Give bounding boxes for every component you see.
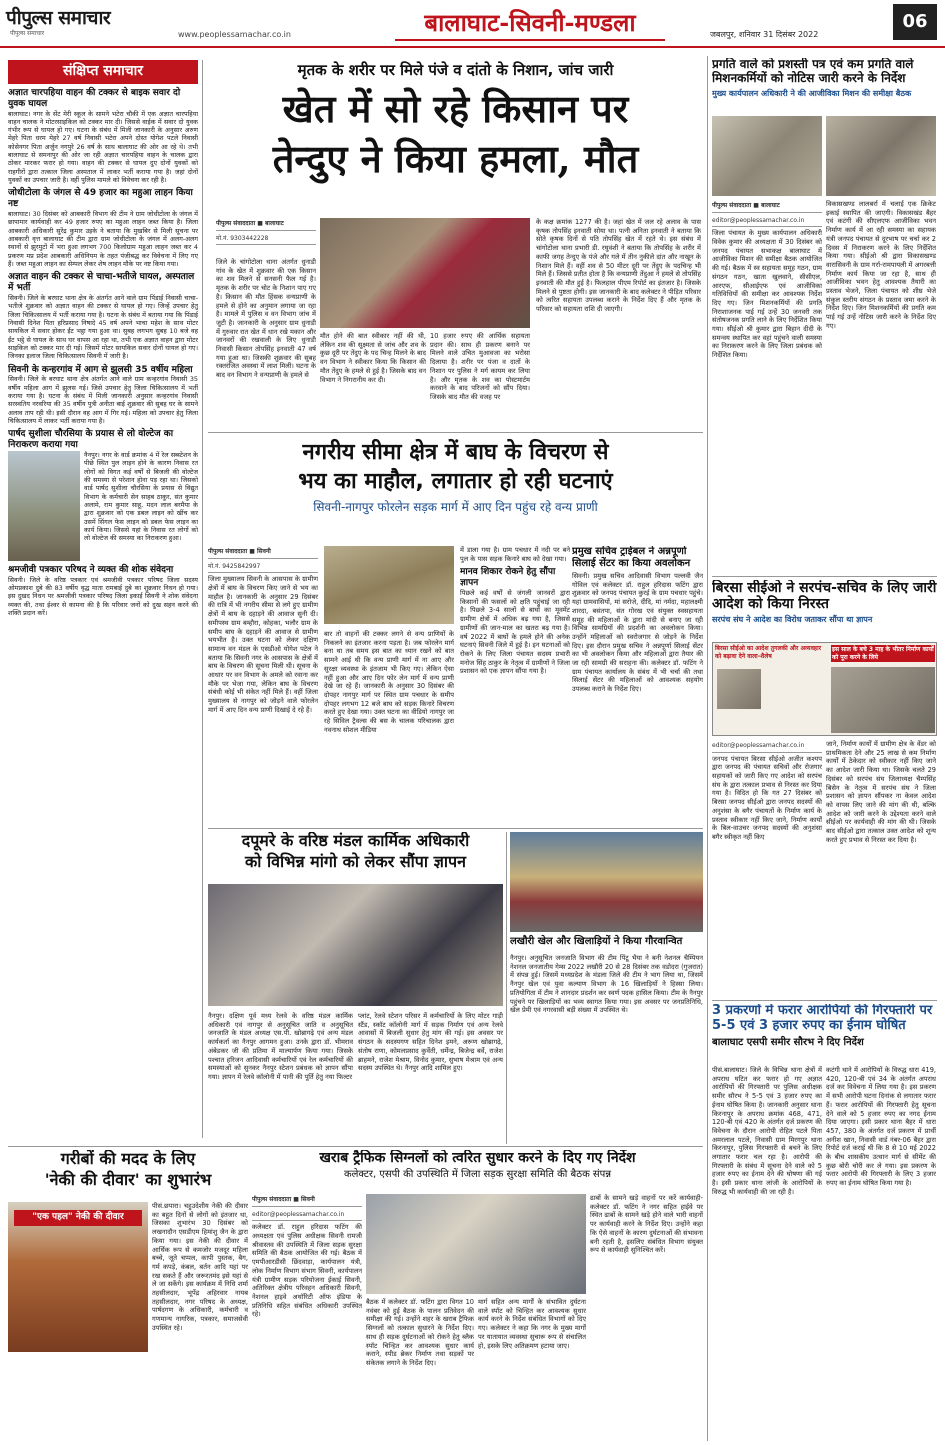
logo-tagline: पीपुल्स समाचार	[10, 30, 45, 37]
traffic-subhead: कलेक्टर, एसपी की उपस्थिति में जिला सड़क सुरक्षा समिति की बैठक संपन्न	[343, 1169, 612, 1181]
traffic-signal-story	[252, 1150, 703, 1441]
brief-title: जोधीटोला के जंगल से 49 हजार का महुआ लाहन किया नष्ट	[8, 188, 193, 210]
mission-review-story	[712, 58, 937, 568]
brief-title: श्रमजीवी पत्रकार परिषद ने व्यक्त की शोक संवेदना	[8, 564, 174, 575]
team-photo	[510, 832, 703, 932]
sidebar-heading: संक्षिप्त समाचार	[8, 60, 198, 84]
lead-byline: पीपुल्स संवाददाता ■ बालाघाट	[216, 218, 316, 231]
mission-headline: प्रगति वाले को प्रशस्ती पत्र एवं कम प्रगति वाले मिशनकर्मियों को नोटिस जारी करने के निर्देश	[712, 58, 914, 85]
meeting-photo-2	[826, 116, 936, 196]
section-divider	[8, 1146, 703, 1147]
lead-story	[208, 58, 703, 430]
mission-col: जिला पंचायत के मुख्य कार्यपालन अधिकारी विवेक कुमार की अध्यक्षता में 30 दिसंबर को जनपद पंचायत सभाकक्ष बालाघाट में आजीविका मिशन की समीक्षा बैठक आयोजित की गई। बैठक में स्व सहायता समूह गठन, ग्राम संगठन गठन, खाता खुलवाने, सीसीएल, आरएफ, सीआईएफ एवं आजीविका गतिविधियों की समीक्षा कर आवश्यक निर्देश दिए गए। जिन मिशनकर्मियों की प्रगति निराशाजनक पाई गई उन्हें 30 जनवरी तक संतोषजनक प्रगति लाने के लिए निर्देशित किया गया। सीईओ श्री कुमार द्वारा बिहान दीदी के समन्वय स्थापित कर वहां पहुंचने वाली समस्या का निराकरण करने के लिए जिला प्रबंधक को निर्देशित किया।	[712, 229, 822, 360]
railway-memo-story	[208, 832, 503, 1144]
clipping-headline-left: बिरसा सीईओ का आदेश तुगलकी और अव्यवहार को बढ़ावा देने वाला-शैलेष	[715, 645, 822, 660]
masthead	[0, 0, 945, 48]
kindness-wall-story	[8, 1150, 248, 1441]
brief-body: सिवनी। जिले के वरिष्ठ पत्रकार एवं श्रमजीवी पत्रकार परिषद जिला सदस्य ओमप्रकाश दुबे की 83 वर्षीय वृद्ध माता रामबाई दुबे का शुक्रवार निधन हो गया। इस दुखद निधन पर श्रमजीवी पत्रकार परिषद जिला इकाई सिवनी ने शोक संवेदना व्यक्त की, तथा ईश्वर से कामना की है कि परिवार जनों को दुख सहन करने की शक्ति प्रदान करें।	[8, 575, 198, 618]
mission-subhead: मुख्य कार्यपालन अधिकारी ने की आजीविका मिशन की समीक्षा बैठक	[712, 88, 912, 98]
bisra-subhead: सरपंच संघ ने आदेश का विरोध जताकर सौंपा था ज्ञापन	[712, 615, 873, 625]
reward-headline: 3 प्रकरणों में फरार आरोपियों की गिरफ्तारी पर 5-5 एवं 3 हजार रुपए का ईनाम घोषित	[712, 1004, 933, 1033]
victim-photo	[320, 218, 530, 328]
section-divider	[208, 828, 703, 829]
mission-email: editor@peoplessamachar.co.in	[712, 215, 822, 228]
reward-subhead: बालाघाट एसपी समीर सौरभ ने दिए निर्देश	[712, 1036, 864, 1048]
clipping-photo	[831, 667, 935, 733]
sports-body: नैनपुर। अनुसूचित जनजाति विभाग की टीम पिंटू भैया ने बनी नेशनल चैम्पियन नेशनल जनजातीय गेम्स 2022 लखौरी 20 से 28 दिसंबर तक वडोदरा (गुजरात) में संपन्न हुई। जिसमें मध्यप्रदेश के मंडला जिले की टीम ने भाग लिया था, जिसमें नैनपुर खेल एवं युवा कल्याण विभाग के 16 खिलाड़ियों ने हिस्सा लिया। प्रतियोगिता में टीम ने शानदार प्रदर्शन कर स्वर्ण पदक हासिल किया। टीम के नैनपुर पहुंचने पर खिलाड़ियों का भव्य स्वागत किया गया। इस अवसर पर जनप्रतिनिधि, खेल प्रेमी एवं नगरवासी बड़ी संख्या में उपस्थित थे।	[510, 954, 703, 1015]
tiger-mobile: मो.नं. 9425842997	[208, 561, 318, 574]
lead-headline-1: खेत में सो रहे किसान पर	[282, 86, 629, 132]
section-divider	[712, 576, 937, 577]
traffic-headline: खराब ट्रैफिक सिग्नलों को त्वरित सुधार करने के दिए गए निर्देश	[319, 1150, 636, 1166]
memo-handover-photo	[208, 884, 503, 1006]
brief-news-sidebar	[8, 60, 198, 1140]
railway-col: प्लांट, रेलवे स्टेशन परिसर में कर्मचारियों के लिए मोटर गाड़ी स्टैंड, स्कॉट कॉलोनी मार्ग में सड़क निर्माण एवं अन्य रेलवे आवासों में बिजली सुधार हेतु मांग की गई। इस अवसर पर संगठन के सदस्यगण सहित दिनेश इमने, अरूण खोब्रागढ़े, संतोष राणा, कोमलप्रसाद कुर्वेती, धर्मेन्द्र, बिजेन्द्र बर्वे, राजेश ब्राहमने, राजेश मेश्राम, विनोद कुमार, सुभाष मेश्राम एवं अन्य सदस्य उपस्थित थे। नैनपुर आदि शामिल हुए।	[358, 1012, 503, 1073]
page-number: 06	[893, 4, 937, 40]
wall-headline-2: 'नेकी की दीवार' का शुभारंभ	[44, 1170, 212, 1190]
tribal-headline: प्रमुख सचिव ट्राईबल ने अन्नपूर्णा सिलाई सेंटर का किया अवलोकन	[572, 546, 691, 569]
edition-title: बालाघाट-सिवनी-मण्डला	[395, 8, 665, 41]
clipping-photo-small	[717, 669, 761, 709]
traffic-col: बैठक में कलेक्टर डॉ. फटिंग द्वारा विगत 10 नवंबर को हुई बैठक के पालन प्रतिवेदन की समीक्षा की गई। उन्होंने शहर के खराब ट्रैफिक सिग्नलों को तत्काल सुधारने के निर्देश दिए। साथ ही सड़क दुर्घटनाओं को रोकने हेतु ब्लैक स्पॉट चिन्हित कर आवश्यक सुधार कार्य कराने, स्पीड ब्रेकर निर्माण तथा सड़कों पर संकेतक लगाने के निर्देश दिए।	[366, 1298, 474, 1367]
website-url[interactable]: www.peoplessamachar.co.in	[178, 30, 291, 39]
tiger-col: में डाला गया है। ग्राम पचधार में नदी पर बने पुल के पास सड़क किनारे बाघ को देखा गया।	[460, 546, 570, 563]
tiger-subheading: मानव शिकार रोकने हेतु सौंपा ज्ञापन	[460, 567, 556, 589]
traffic-col: कलेक्टर डॉ. राहुल हरिदास फटिंग की अध्यक्षता एवं पुलिस अधीक्षक सिवनी रामजी श्रीवास्तव की उपस्थिति में जिला सड़क सुरक्षा समिति की बैठक आयोजित की गई। बैठक में एमपीआरडीसी छिंदवाड़ा, कार्यपालन यंत्री, लोक निर्माण विभाग संभाग सिवनी, कार्यपालन यंत्री ग्रामीण सड़क परियोजना ईकाई सिवनी, अतिरिक्त क्षेत्रीय परिवहन अधिकारी सिवनी, नेशनल हाइवे अथॉरिटी ऑफ इंडिया के प्रतिनिधि सहित संबंधित अधिकारी उपस्थित रहे।	[252, 1223, 362, 1319]
column-divider	[506, 832, 507, 1144]
railway-headline-1: दपूमरे के वरिष्ठ मंडल कार्मिक अधिकारी	[241, 832, 470, 850]
reward-col: कटंगी थाने में आरोपियों के विरुद्ध धारा 419, 420, 120-बी एवं 34 के अंतर्गत अपराध दर्ज कर विवेचना में लिया गया है। इस प्रकरण में सभी आरोपी घटना दिनांक से लगातार फरार हैं। फरार आरोपियों की गिरफ्तारी हेतु सूचना देने वाले को 5 हजार रुपए का नगद ईनाम दिया जाएगा। इसी प्रकार थाना बैहर में धारा 457, 380 के अंतर्गत दर्ज प्रकरण में प्रार्थी अनीश खान, निवासी वार्ड नंबर-06 बैहर द्वारा रिपोर्ट दर्ज कराई थी कि 8 से 10 मई 2022 के बीच शासकीय उत्थान मार्ग से सीमेंट की कुछ बोरी चोरी कर ले गया। इस प्रकरण के फरार आरोपी की गिरफ्तारी के लिए 3 हजार रुपए का ईनाम घोषित किया गया है।	[826, 1066, 936, 1188]
mission-col: विकासखण्ड लालबर्रा में चलाई एक क्रिकेट इकाई स्थापित की जाएगी। विकासखंड बैहर एवं कटंगी की सीएलएफ आजीविका भवन निर्माण कार्य में आ रही समस्या का सहायक यंत्री जनपद पंचायत से दूरभाष पर चर्चा कर 2 दिवस में निराकरण करने के लिए निर्देशित किया गया। सीईओ श्री द्वारा विकासखण्ड वारासिवनी के ग्राम गर्रा-रामपायली में अगरबत्ती निर्माण कार्य किया जा रहा है, साथ ही आजीविका भवन हेतु आवश्यक तैयारी का प्रस्ताव भेजने, जिला पंचायत को शीघ्र भेजे संकुल स्तरीय संगठन के प्रस्ताव जमा करने के निर्देश दिए। जिन मिशनकर्मियों की प्रगति कम पाई गई उन्हें नोटिस जारी करने के निर्देश दिए गए।	[826, 200, 936, 330]
brief-title: अज्ञात चारपहिया वाहन की टक्कर से बाइक सवार दो युवक घायल	[8, 87, 181, 109]
tribal-body: सिवनी। प्रमुख सचिव आदिवासी विभाग पल्लवी जैन गोविल एवं कलेक्टर डॉ. राहुल हरिदास फटिंग द्वारा शुक्रवार को जनपद पंचायत कुरई के ग्राम पचधार पहुंचे। यहां ग्रामवासियों, मां सरोजे, दीदि, मां नर्मदा, महालक्ष्मी शारदा, बसंतपा, संत गोरख एवं संयुक्त स्वसहायता समूह की महिलाओं के द्वारा मांदी से बनाए जा रही विभिन्न सामग्रियों की प्रदर्शनी का अवलोकन किया। उन्होंने महिलाओं को स्वरोजगार से जोड़ने के निर्देश दिए। इस दौरान प्रमुख सचिव ने अन्नपूर्णा सिलाई सेंटर का भी अवलोकन किया और महिलाओं द्वारा तैयार की जा रही सामग्री की सराहना की। कलेक्टर डॉ. फटिंग ने ग्राम पंचायत कार्यालय के संबंध में भी चर्चा की तथा सिलाई सेंटर की महिलाओं को आवश्यक सहयोग उपलब्ध कराने के निर्देश दिए।	[572, 572, 703, 694]
lead-kicker: मृतक के शरीर पर मिले पंजे व दांतो के निशान, जांच जारी	[297, 61, 614, 79]
meeting-photo	[712, 116, 822, 196]
bisra-col: जनपद पंचायत बिरसा सीईओ अजीत कश्यप द्वारा जनपद की पंचायत सचिवों और रोजगार सहायकों को जारी किए गए आदेश को सरपंच संघ के द्वारा तत्काल प्रभाव से निरस्त कर दिया गया है। विदित हो कि गत 27 दिसंबर को बिरसा जनपद सीईओ द्वारा जनपद सदस्यों की अनुशंसा के बगैर पंचायतों के निर्माण कार्य के प्रस्ताव स्वीकार नहीं किए जाने, निर्माण कार्यों के बिल-वाउचर जनपद सदस्यों की अनुशंसा बगैर स्वीकृत नहीं किए	[712, 754, 822, 841]
brief-body: सिवनी। जिले के बरघाट थाना क्षेत्र के अंतर्गत आने वाले ग्राम पिंडाई निवासी चाचा-भतीजे शुक्रवार को अज्ञात वाहन की टक्कर से घायल हो गए। जिन्हें उपचार हेतु जिला चिकित्सालय में भर्ती कराया गया है। घटना के संबंध में बताया गया कि पिंडाई निवासी दिनेश पिता हरिप्रसाद निषादे 45 वर्ष अपने भाचा महेश के साथ मोटर सायकिल में सवार होकर ईंट भट्ठा गया हुआ था। सुबह लगभग सुबह 10 बजे वह ईंट भट्ठे से घायल के साथ घर वापस आ रहा था, तभी एक अज्ञात वाहन द्वारा मोटर साइकिल को टक्कर मार दी गई। जिसमें मोटर सायकिल सवार दोनों घायल हो गए। जिनका इलाज जिला चिकित्सालय सिवनी में जारी है।	[8, 293, 198, 361]
sports-story	[510, 832, 703, 1144]
sports-headline: लखौरी खेल और खिलाड़ियों ने किया गौरवान्वित	[510, 936, 683, 947]
wall-body: पीसं.छपारा। चहुउदेशीय नेकी की दीवार का बहुत दिनों से लोगों को इंतजार था, जिसका शुभारंभ 30 दिसंबर को लखनादौन एसडीएम हिमांशु जैन के द्वारा किया गया। इस नेकी की दीवार में आर्थिक रूप से कमजोर मजदूर महिला बच्चे, जूते चप्पल, कापी पुस्तक, बैग, गर्म कपड़े, कंबल, बर्तन आदि यहां पर रख सकते हैं और जरूरतमंद इसे यहां से ले जा सकेंगे। इस कार्यक्रम में निधि शर्मा तहसीलदार, भूपेंद्र अहिरवार नायब तहसीलदार, नगर परिषद के अध्यक्ष, पार्षदगण के अधिकारी, कर्मचारी व गणमान्य नागरिक, पत्रकार, समाजसेवी उपस्थित रहे।	[152, 1202, 248, 1332]
tiger-headline-2: भय का माहौल, लगातार हो रही घटनाएं	[298, 469, 613, 495]
mission-byline: पीपुल्स संवाददाता ■ बालाघाट	[712, 200, 822, 213]
bisra-col: जाने, निर्माण कार्यों में ग्रामीण क्षेत्र के वेंडर को प्राथमिकता देने और 25 लाख से कम निर्माण कार्यों में ठेकेदार को स्वीकार नहीं किए जाने का आदेश जारी किया था। जिसके चलते 29 दिसंबर को सरपंच संघ जिलाध्यक्ष चैम्पसिंह बिसेन के नेतृत्व में सरपंच संघ ने जिला प्रशासन को ज्ञापन सौंपकर ना केवल आदेश को वापस लिए जाने की मांग की थी, बल्कि आदेश को जारी करने के उद्देश्यता करने वाले सीईओ पर कार्यवाही की मांग की थी। जिसके बाद सीईओ द्वारा तत्काल उक्त आदेश को शून्य करते हुए प्रभाव से निरस्त कर दिया है।	[826, 740, 936, 844]
tiger-sub-body: पिछले कई वर्षों से जंगली जानवरों द्वारा किसानों की फसलों को क्षति पहुंचाई जा रही है। पिछले 3-4 सालों से बाघों का मूवमेंट ग्रामीण क्षेत्रों में अधिक बढ़ गया है, जिससे ग्रामीणों की जान-माल का खतरा बढ़ गया है। वर्ष 2022 में बाघों के हमले होने की अनेक घटनाएं सिवनी जिले में हुई है। इन घटनाओं को रोकने के लिए जिला पंचायत सदस्य प्रभारी मनोज सिंह ठाकुर के नेतृत्व में ग्रामीणों ने जिला प्रशासन को एक ज्ञापन सौंपा गया है।	[460, 589, 570, 676]
reward-col: पीसं.बालाघाट। जिले के विभिन्न थाना क्षेत्रों में अपराध घटित कर फरार हो गए अज्ञात आरोपियों की गिरफ्तारी पर पुलिस अधीक्षक समीर सौरभ ने 5-5 एवं 3 हजार रुपए का ईनाम घोषित किया है। जानकारी अनुसार थाना किरनापुर के अपराध क्रमांक 468, 471, 120-बी एवं 420 के अंतर्गत दर्ज प्रकरण की विवेचना के दौरान आरोपी रोहित पटले पिता अमरलाल पटले, निवासी ग्राम मिरगपुर थाना किरनापुर, पुलिस गिरफ्तारी से बचने के लिए लगातार फरार चल रहा है। आरोपी की गिरफ्तारी के संबंध में सूचना देने वाले को 5 हजार रुपए का ईनाम देने की घोषणा की गई है। इसी प्रकार थाना लांजी के आरोपियों के विरुद्ध भी कार्यवाही की जा रही है।	[712, 1066, 822, 1196]
tiger-col: जिला मुख्यालय सिवनी के आसपास के ग्रामीण क्षेत्रों में बाघ के विचरण किए जाने से भय का माहौल है। जानकारी के अनुसार 29 दिसंबर की रात्रि में भी नगरीय सीमा से लगे हुए ग्रामीण क्षेत्रों में बाघ के दहाड़ने की आवाज सुनी दी। समीपस्थ ग्राम बम्हौरा, कोहका, भलौर ग्राम के समीप बाघ के दहाड़ने की आवाज से ग्रामीण भयभीत है। उक्त घटना को लेकर दक्षिण सामान्य वन मंडल के एसडीओ योगेश पटेल ने बताया कि सिवनी नगर के आसपास के क्षेत्रों में बाघ के विचरण की सूचना मिली थी। सूचना के आधार पर वन विभाग के अमले को रवाना कर मौके पर भेजा गया, लेकिन बाघ के विचरण संबंधी कोई भी संकेत नहीं मिले हैं। वहीं जिला मुख्यालय से नागपुर को जोड़ने वाले फोरलेन मार्ग में आए दिन वन्य प्राणी दिखाई दे रहे हैं।	[208, 575, 318, 714]
clipping-headline-right: इस साल के बचे 3 माह के भीतर निर्माण कार्यों को पूरा करने के लिये	[832, 646, 934, 661]
traffic-col: मार्ग सहित अन्य मार्गों के संभावित दुर्घटना वाले स्पॉट को चिन्हित कर आवश्यक सुधार कार्य करने के निर्देश संबंधित विभागों को दिए गए। कलेक्टर ने कहा कि नगर के मुख्य मार्गों पर यातायात व्यवस्था सुचारू रूप से संचालित हो, इसके लिए अतिक्रमण हटाया जाए।	[478, 1298, 586, 1350]
dateline: जबलपुर, शनिवार 31 दिसंबर 2022	[710, 30, 819, 39]
lead-col: के कक्ष क्रमांक 1277 की है। जहां खेत में जल रहे अलाव के पास कृषक तोपसिंह इनवाती सोया था। पत्नी अनिता इनवाती ने बताया कि सोते कृषक दिनों से पति तोपसिंह खेत में रहते थे। इस संबंध में चांगोटोला थाना प्रभारी डी. रघुवंशी ने बताया कि तोपसिंह के शरीर में काफी जगह तेन्दुए के पंजे और गले में तीन नुकीले दांत और नाखून के निशान मिले हैं। वहीं शव से 50 मीटर दूरी पर तेंदुए के पदचिन्ह भी मिले हैं। जिससे प्रतीत होता है कि वन्यप्राणी तेंदुआ ने हमले से तोपसिंह इनवाती की मौत हुई है। फिलहाल पीएम रिपोर्ट का इंतजार है। जिसके मिलने से पुष्टता होगी। इस जानकारी के बाद कलेक्टर ने पीड़ित परिवार को त्वरित सहायता उपलब्ध कराने के निर्देश दिए हैं और मृतक के परिवार को सहायता राशि दी जाएगी।	[536, 218, 701, 314]
brief-title: पार्षद सुशीला चौरसिया के प्रयास से लो वोल्टेज का निराकरण कराया गया	[8, 429, 174, 451]
traffic-col: ढाबों के सामने खड़े वाहनों पर करें कार्यवाही- कलेक्टर डॉ. फटिंग ने नगर सहित हाईवे पर स्थित ढाबों के सामने खड़े होने वाले भारी वाहनों पर कार्यवाही करने के निर्देश दिए। उन्होंने कहा कि ऐसे वाहनों के कारण दुर्घटनाओं की संभावना बनी रहती है, इसलिए संबंधित विभाग संयुक्त रूप से कार्यवाही सुनिश्चित करें।	[590, 1194, 703, 1255]
tiger-col: बार तो वाहनों की टक्कर लगने से वन्य प्राणियों के निकलने का इंतजार करना पड़ता है। जब फोरलेन मार्ग बना था तब समय इस बात का ध्यान रखने को बात सामने आई थी कि वन्य प्राणी मार्ग में ना आए और सुरक्षा व्यवस्था के इंतजाम भी किए गए। लेकिन ऐसा नहीं हुआ और आए दिन फोर लेन मार्ग में वन्य प्राणी देखे जा रहे हैं। जानकारी के अनुसार 30 दिसंबर की दोपहर नागपुर मार्ग पर स्थित ग्राम पचधार के समीप दोपहर लगभग 12 बजे बाघ को सड़क किनारे विचरण करते हुए देखा गया। उक्त घटना का वीडियो नागपुर जा रहे सिविल ट्रैवल्स की बस के चालक परिचालक द्वारा नवनाथ सोशल मीडिया	[324, 630, 454, 734]
section-divider	[208, 432, 703, 433]
railway-headline-2: को विभिन्न मांगो को लेकर सौंपा ज्ञापन	[245, 852, 466, 872]
lead-col: जिले के चांगोटोला थाना अंतर्गत धुनाडी गांव के खेत में शुक्रवार की एक किसान का शव मिलने से सनसनी फैल गई है। मृतक के शरीर पर चोट के निशान पाए गए है। किसान की मौत हिंसक वन्यप्राणी के हमले से होने का अनुमान लगाया जा रहा है। मामले में पुलिस व वन विभाग जांच में जुटी है। जानकारी के अनुसार ग्राम धुनाडी में गुरुवार रात खेत में धान रखे मकान और जानवरों की रखवाली के लिए धुनाडी निवासी किसान तोपसिंह इनवाती 47 वर्ष गया हुआ था। जिसकी शुक्रवार की सुबह रक्तरंजित अवस्था में लाश मिली। घटना के बाद वन विभाग ने वन्यप्राणी के हमले से	[216, 258, 316, 380]
wall-headline-1: गरीबों की मदद के लिए	[60, 1150, 196, 1168]
wall-sign: "एक पहल" नेकी की दीवार	[14, 1210, 142, 1226]
lead-mobile: मो.नं. 9303442228	[216, 233, 316, 246]
tiger-photo	[324, 546, 454, 624]
road-safety-meeting-photo	[366, 1194, 586, 1294]
brief-title: अज्ञात वाहन की टक्कर से चाचा-भतीजे घायल, अस्पताल में भर्ती	[8, 272, 195, 294]
bisra-email: editor@peoplessamachar.co.in	[712, 740, 822, 753]
brief-body: नैनपुर। नगर के वार्ड क्रमांक 4 में रेल सब्स्टेशन के पीछे स्थित पुल लाइन होने के कारण निवास रत लोगों को विगत कई वर्षों से बिजली की वोल्टेज की समस्या से परेशान होना पड़ रहा था। जिसको वार्ड पार्षद सुशीला चौरसिया के प्रयास से विद्युत विभाग के कर्मचारी सेन साहब ठाकुर, संत कुमार अलामे, राम कुमार साहू, मदन लाल बरमैया के द्वारा शुक्रवार को एक डबल लाइन को खींच कर उसमें सिंगल फेस लाइन को डबल फेस लाइन का कार्य किया। जिससे यहां के निवास रत लोगों को लो वोल्टेज की समस्या का निराकरण हुआ।	[84, 450, 198, 543]
lead-col: 10 हजार रुपए की आर्थिक सहायता प्रदान की। साथ ही प्रकरण बनाने पर मिलने वाले उचित मुआवजा का भरोसा दिलाया है। शरीर पर पंजा व दातों के निशान पर पुलिस ने मर्ग कायम कर लिया है। और मृतक के शव का पोस्टमार्टम करवाने के बाद परिजनों को सौंप दिया। जिसके बाद मौत की वजह पर	[430, 332, 530, 401]
section-divider	[712, 1000, 937, 1001]
brief-body: सिवनी। जिले के बरघाट थाना क्षेत्र अंतर्गत आने वाले ग्राम कन्हरगांव निवासी 35 वर्षीय महिला आग में झुलस गई। जिसे उपचार हेतु जिला चिकित्सालय में भर्ती कराया गया है। घटना के संबंध में मिली जानकारी अनुसार कन्हरगांव निवासी सरस्वतिय नरवरिया की 35 वर्षीय पुत्री अनीता बाई शुक्रवार की सुबह घर के सामने अलाव ताप रही थी। इसी दौरान वह आग में गिर गई। महिला को उपचार हेतु जिला चिकित्सालय में लाकर भर्ती कराया गया है।	[8, 375, 198, 425]
traffic-email: editor@peoplessamachar.co.in	[252, 1209, 362, 1222]
tiger-byline: पीपुल्स संवाददाता ■ सिवनी	[208, 546, 318, 559]
lead-photo-caption: मौत होने की बात स्वीकार नहीं की थी, लेकिन शव की सूक्ष्मता से जांच और शव के कुछ दूरी पर तेंदुए के पद चिन्ह मिलने के बाद वन विभाग ने स्वीकार किया कि किसान की मौत तेंदुए के हमले से हुई है। जिसके बाद वन विभाग ने निगरानीय कर दी।	[320, 332, 426, 384]
brief-title: सिवनी के कन्हरगांव में आग से झुलसी 35 वर्षीय महिला	[8, 364, 193, 375]
newspaper-logo: पीपुल्स समाचार	[6, 7, 111, 29]
tiger-headline-1: नगरीय सीमा क्षेत्र में बाघ के विचरण से	[302, 440, 609, 465]
tribal-secretary-story	[572, 546, 703, 826]
column-divider	[202, 60, 203, 1138]
column-divider	[707, 56, 708, 1441]
brief-body: बालाघाट। 30 दिसंबर को आबकारी विभाग की टीम ने ग्राम जोधीटोला के जंगल में छापामार कार्यवाही कर 49 हजार रुपए का महुआ लाहन जब्त किया है। जिला आबकारी अधिकारी सुरेंद्र कुमार उइके ने बताया कि मुखबिर से मिली सूचना पर आबकारी वृत्त बालाघाट की टीम द्वारा ग्राम जोधीटोला के जंगल में अलग-अलग स्थानों से झुरमुटों में भरा हुआ लगभग 700 किलोग्राम महुआ लाहन जब्त कर 4 प्रकरण मप्र प्रदेश आबकारी अधिनियम के तहत पंजीबद्ध कर विवेचना में लिए गए हैं। जब्त महुआ लाहन का सेम्पल लेकर शेष लाहन मौके पर नष्ट किया गया।	[8, 210, 198, 269]
street-photo	[8, 451, 80, 561]
traffic-byline: पीपुल्स संवाददाता ■ सिवनी	[252, 1194, 362, 1207]
bisra-story	[712, 580, 937, 996]
railway-col: नैनपुर। दक्षिण पूर्व मध्य रेलवे के वरिष्ठ मंडल कार्मिक अधिकारी एवं नागपुर से अनुसूचित जाति व अनुसूचित जनजाति के मंडल अध्यक्ष एस.पी. खोब्रागढ़े एवं अन्य मंडल कार्यकर्ता का नैनपुर आगमन हुआ। उनके द्वारा डॉ. भीमराव अंबेडकर जी की प्रतिमा में माल्यार्पण किया गया। जिसके पश्चात हरिजन आदिवासी कर्मचारियों एवं रेल कर्मचारियों की समस्याओं को सुनकर नैनपुर स्टेशन प्रबंधक को ज्ञापन सौंपा गया। ज्ञापन में रेलवे कॉलोनी में पानी की पूर्ति हेतु नया फिल्टर	[208, 1012, 353, 1081]
bisra-headline: बिरसा सीईओ ने सरपंच-सचिव के लिए जारी आदेश को किया निरस्त	[712, 580, 937, 613]
lead-headline-2: तेन्दुए ने किया हमला, मौत	[272, 135, 639, 181]
reward-story	[712, 1004, 937, 1441]
news-clipping	[712, 642, 937, 736]
tiger-subhead: सिवनी-नागपुर फोरलेन सड़क मार्ग में आए दिन पहुंच रहे वन्य प्राणी	[313, 499, 598, 514]
brief-body: बालाघाट। नगर के सेंट मेरी स्कूल के सामने भटेरा चौकी में एक अज्ञात चारपहिया वाहन चालक ने मोटरसाइकिल को टक्कर मार दी। जिससे वाईक में सवार दो युवक गंभीर रूप से घायल हो गए। घटना के संबंध में मिली जानकारी के अनुसार अरुण मेहरे पिता धरम मेहरे 27 वर्ष निवासी भटेरा अपने दोस्त योगेश पटले निवासी कोसेनगर पिता अर्जुन नगपुरे 26 वर्ष के साथ बालाघाट की ओर आ रहे थे। तभी बालाघाट से समनापुर की ओर जा रही अज्ञात चारपहिया वाहन के चालक द्वारा ठोकर मारकर फरार हो गया। वाहन की टक्कर से घायल दुए दोनों युवकों को राहगीरों द्वारा तत्काल जिला अस्पताल में लाकर भर्ती कराया गया है। जहां दोनों युवकों का उपचार जारी है। वहीं पुलिस मामले को विवेचना कर रही है।	[8, 109, 198, 185]
wall-photo	[8, 1202, 148, 1352]
